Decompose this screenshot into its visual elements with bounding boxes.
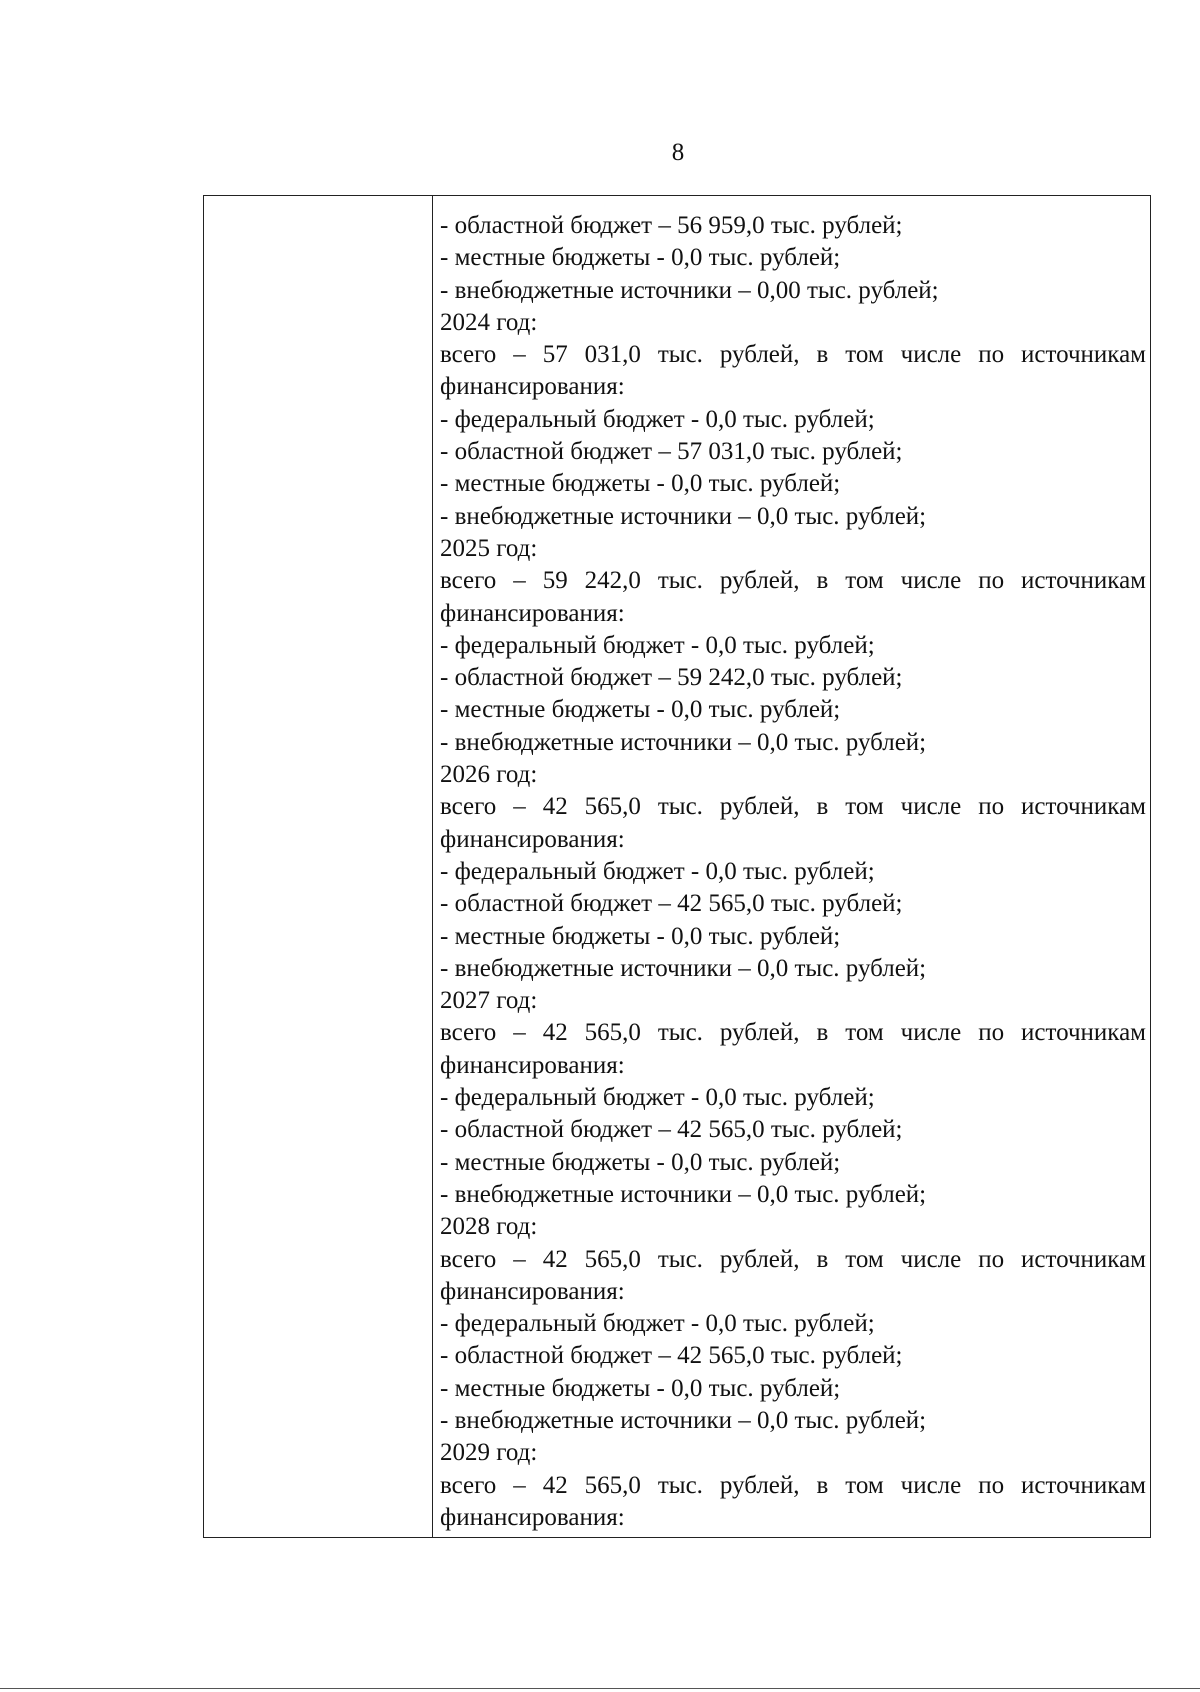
text-line: финансирования: [440, 1503, 625, 1531]
table-left-cell [204, 196, 433, 1537]
text-line: - внебюджетные источники – 0,0 тыс. рублей; [440, 954, 927, 982]
text-line: - областной бюджет – 42 565,0 тыс. рублей; [440, 1116, 903, 1144]
page-bottom-rule [0, 1688, 1200, 1689]
text-line: - местные бюджеты - 0,0 тыс. рублей; [440, 1148, 841, 1176]
financing-table [203, 195, 1151, 1538]
text-line: - местные бюджеты - 0,0 тыс. рублей; [440, 1374, 841, 1402]
text-line: - местные бюджеты - 0,0 тыс. рублей; [440, 696, 841, 724]
text-line: всего – 42 565,0 тыс. рублей, в том числе по источникам [440, 793, 1146, 821]
text-line: - местные бюджеты - 0,0 тыс. рублей; [440, 244, 841, 272]
text-line: 2028 год: [440, 1213, 538, 1241]
text-line: всего – 59 242,0 тыс. рублей, в том числе по источникам [440, 567, 1146, 595]
text-line: - внебюджетные источники – 0,00 тыс. рублей; [440, 276, 939, 304]
text-line: - областной бюджет – 56 959,0 тыс. рублей; [440, 212, 903, 239]
table-right-cell [433, 196, 1150, 1537]
text-line: всего – 57 031,0 тыс. рублей, в том числе по источникам [440, 341, 1146, 369]
text-line: финансирования: [440, 599, 625, 627]
text-line: всего – 42 565,0 тыс. рублей, в том числе по источникам [440, 1019, 1146, 1047]
text-line: финансирования: [440, 1277, 625, 1305]
text-line: - внебюджетные источники – 0,0 тыс. рублей; [440, 502, 927, 530]
text-line: - федеральный бюджет - 0,0 тыс. рублей; [440, 1310, 875, 1338]
text-line: всего – 42 565,0 тыс. рублей, в том числе по источникам [440, 1471, 1146, 1499]
text-line: финансирования: [440, 825, 625, 853]
text-line: 2029 год: [440, 1439, 538, 1467]
text-line: финансирования: [440, 1051, 625, 1079]
text-line: 2027 год: [440, 987, 538, 1015]
text-line: - местные бюджеты - 0,0 тыс. рублей; [440, 922, 841, 950]
text-line: финансирования: [440, 373, 625, 401]
text-line: - федеральный бюджет - 0,0 тыс. рублей; [440, 631, 875, 659]
text-line: - областной бюджет – 59 242,0 тыс. рублей; [440, 664, 903, 692]
text-line: - федеральный бюджет - 0,0 тыс. рублей; [440, 405, 875, 433]
text-line: - внебюджетные источники – 0,0 тыс. рублей; [440, 1406, 927, 1434]
text-line: - областной бюджет – 57 031,0 тыс. рублей; [440, 438, 903, 466]
text-line: 2025 год: [440, 534, 538, 562]
text-line: - областной бюджет – 42 565,0 тыс. рублей; [440, 1342, 903, 1370]
text-line: - внебюджетные источники – 0,0 тыс. рублей; [440, 728, 927, 756]
page-number: 8 [671, 139, 685, 166]
text-line: всего – 42 565,0 тыс. рублей, в том числе по источникам [440, 1245, 1146, 1273]
text-line: 2024 год: [440, 308, 538, 336]
text-line: - федеральный бюджет - 0,0 тыс. рублей; [440, 857, 875, 885]
text-line: - областной бюджет – 42 565,0 тыс. рублей; [440, 890, 903, 918]
text-line: - местные бюджеты - 0,0 тыс. рублей; [440, 470, 841, 498]
text-line: - федеральный бюджет - 0,0 тыс. рублей; [440, 1084, 875, 1112]
text-line: - внебюджетные источники – 0,0 тыс. рублей; [440, 1180, 927, 1208]
text-line: 2026 год: [440, 761, 538, 789]
